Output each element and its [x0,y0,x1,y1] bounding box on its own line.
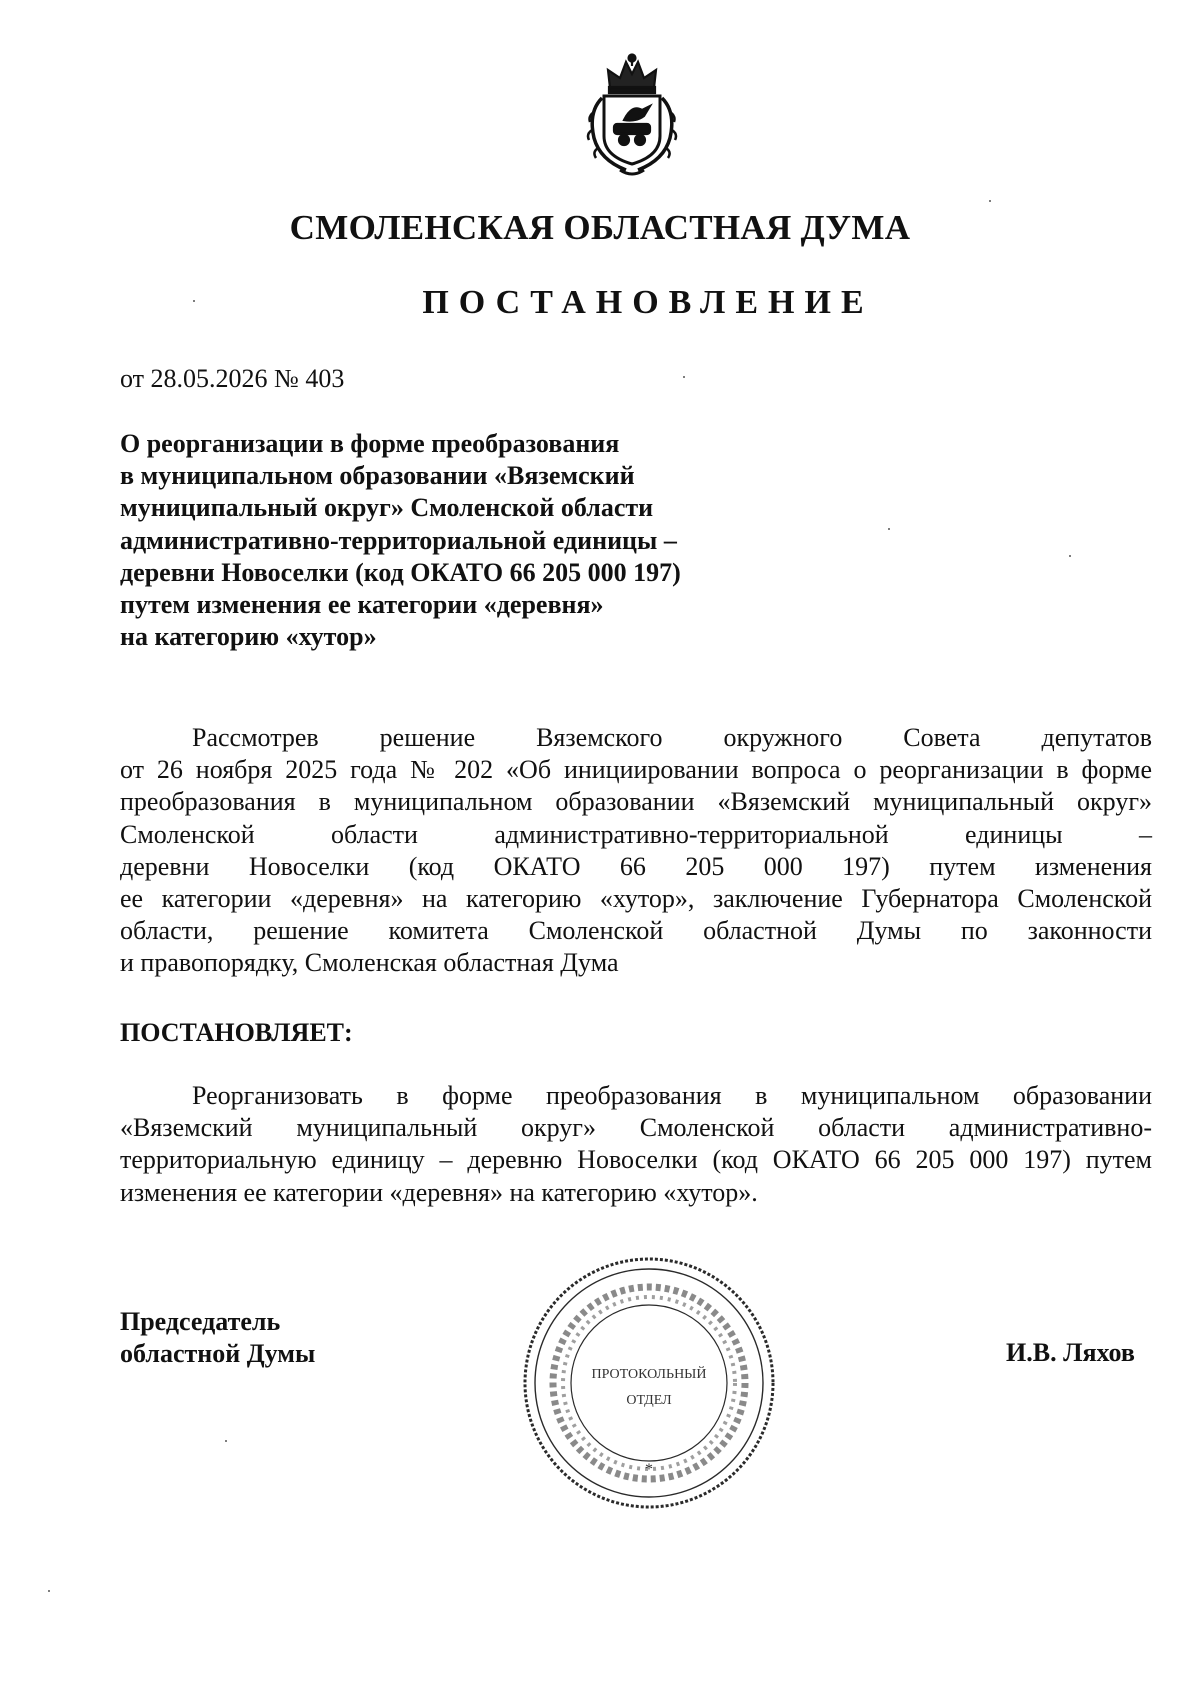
paragraph-line: изменения ее категории «деревня» на категорию «хутор». [120,1177,758,1207]
paragraph-line: ее категории «деревня» на категорию «хутор», заключение Губернатора Смоленской [120,884,1152,914]
subject-line: в муниципальном образовании «Вяземский [120,461,635,491]
document-type-title: ПОСТАНОВЛЕНИЕ [422,284,874,321]
subject-line: О реорганизации в форме преобразования [120,429,620,458]
subject-line: административно-территориальной единицы – [120,525,677,555]
paragraph-line: деревни Новоселки (код ОКАТО 66 205 000 197) путем изменения [120,851,1152,881]
svg-text:*: * [645,1461,653,1478]
decision-paragraph [120,1080,1152,1209]
signatory-name: И.В. Ляхов [1006,1338,1135,1367]
paragraph-line: Реорганизовать в форме преобразования в муниципальном образовании [192,1081,1152,1110]
paragraph-line: Рассмотрев решение Вяземского окружного Совета депутатов [192,723,1152,752]
paragraph-line: территориальную единицу – деревню Новоселки (код ОКАТО 66 205 000 197) путем [120,1145,1152,1175]
paragraph-line: от 26 ноября 2025 года № 202 «Об инициировании вопроса о реорганизации в форме [120,755,1152,785]
scan-speck [683,376,685,378]
subject-line: муниципальный округ» Смоленской области [120,493,654,523]
signatory-position [120,1306,315,1370]
coat-of-arms-emblem [580,52,684,182]
scan-speck [225,1440,227,1442]
organization-title: СМОЛЕНСКАЯ ОБЛАСТНАЯ ДУМА [289,208,911,247]
position-line: Председатель [120,1307,281,1336]
decree-heading: ПОСТАНОВЛЯЕТ: [120,1018,353,1047]
seal-line: ПРОТОКОЛЬНЫЙ [591,1367,707,1382]
seal-line: ОТДЕЛ [626,1393,672,1408]
seal-center-text [564,1362,734,1414]
document-subject [120,428,760,653]
scan-speck [193,300,195,302]
subject-line: путем изменения ее категории «деревня» [120,590,604,620]
paragraph-line: преобразования в муниципальном образовании «Вяземский муниципальный округ» [120,787,1152,817]
position-line: областной Думы [120,1339,316,1368]
preamble-paragraph [120,722,1152,980]
paragraph-line: «Вяземский муниципальный округ» Смоленской области административно- [120,1113,1152,1143]
scan-speck [989,200,991,202]
scan-speck [48,1590,50,1592]
paragraph-line: и правопорядку, Смоленская областная Дума [120,948,619,978]
subject-line: на категорию «хутор» [120,622,377,652]
scan-speck [888,528,890,530]
subject-line: деревни Новоселки (код ОКАТО 66 205 000 197) [120,557,681,587]
paragraph-line: Смоленской области административно-территориальной единицы – [120,819,1152,849]
date-and-number: от 28.05.2026 № 403 [120,364,345,393]
scan-speck [1069,555,1071,557]
paragraph-line: области, решение комитета Смоленской областной Думы по законности [120,916,1152,946]
